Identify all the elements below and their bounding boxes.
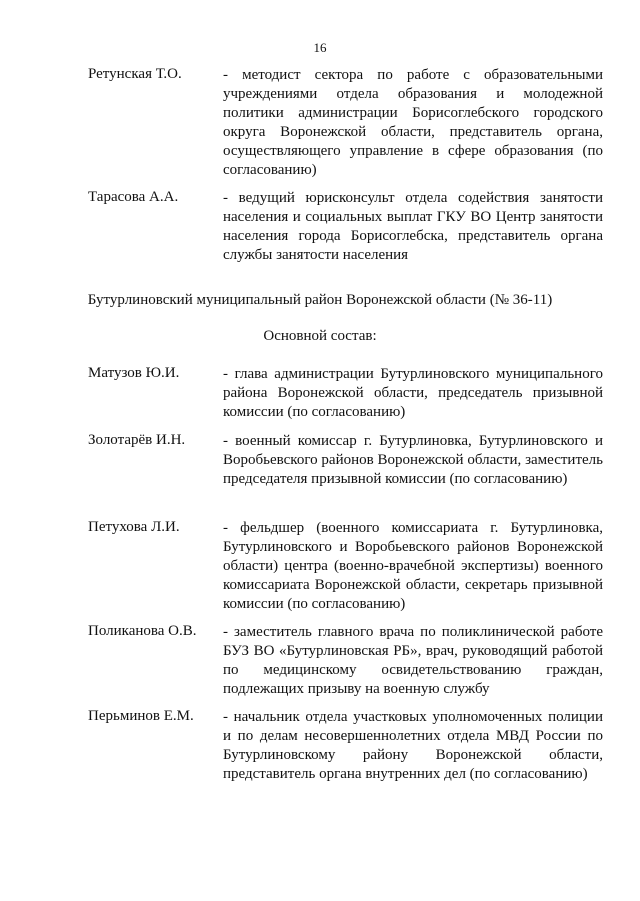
page-number: 16 [313,40,327,55]
member-name: Петухова Л.И. [88,519,180,535]
member-name: Поликанова О.В. [88,623,197,639]
member-role: - начальник отдела участковых уполномоченных полиции и по делам несовершеннолетних отдела МВД России по Бутурлиновскому району Воронежской области, представитель органа внутренних дел (по согласованию) [223,709,603,782]
section-title: Бутурлиновский муниципальный район Воронежской области (№ 36-11) [87,292,553,308]
member-role: - военный комиссар г. Бутурлиновка, Бутурлиновского и Воробьевского районов Воронежской области, заместитель председателя призывной комиссии (по согласованию) [223,433,603,487]
member-role: - глава администрации Бутурлиновского муниципального района Воронежской области, председатель призывной комиссии (по согласованию) [223,366,603,420]
member-role: - заместитель главного врача по поликлинической работе БУЗ ВО «Бутурлиновская РБ», врач, руководящий работой по медицинскому освидетельствованию граждан, подлежащих призыву на военную службу [223,624,603,697]
member-role: - ведущий юрисконсульт отдела содействия занятости населения и социальных выплат ГКУ ВО Центр занятости населения города Борисоглебска, представитель органа службы занятости населения [223,190,603,263]
member-name: Матузов Ю.И. [88,365,180,381]
member-role: - фельдшер (военного комиссариата г. Бутурлиновка, Бутурлиновского и Воробьевского районов Воронежской области) центра (военно-врачебной экспертизы) военного комиссариата Воронежской области, секретарь призывной комиссии (по согласованию) [223,520,603,612]
subsection-title: Основной состав: [263,328,377,344]
member-role: - методист сектора по работе с образовательными учреждениями отдела образования и молодежной политики администрации Борисоглебского городского округа Воронежской области, представитель органа, осуществляющего управление в сфере образования (по согласованию) [223,67,603,178]
member-name: Тарасова А.А. [88,189,179,205]
member-name: Золотарёв И.Н. [88,432,186,448]
member-name: Ретунская Т.О. [88,66,182,82]
member-name: Перьминов Е.М. [88,708,194,724]
